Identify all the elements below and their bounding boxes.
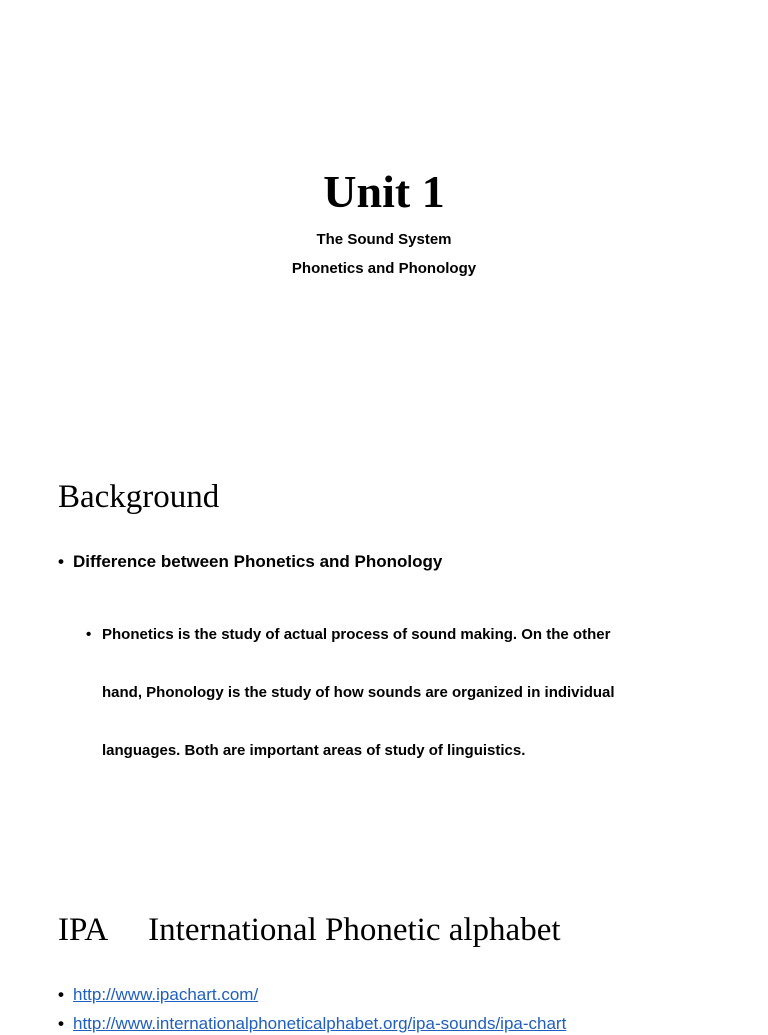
bullet-dot: • <box>58 1014 64 1033</box>
definition-line: languages. Both are important areas of study of linguistics. <box>102 742 526 759</box>
sub-bullet-definition <box>86 606 686 780</box>
bullet-dot: • <box>58 985 64 1004</box>
ipa-heading <box>58 910 561 950</box>
bullet-difference-text: Difference between Phonetics and Phonology <box>73 552 443 571</box>
bullet-dot: • <box>86 626 92 643</box>
bullet-dot: • <box>58 552 64 571</box>
link-item-ipa-sounds <box>58 1013 566 1035</box>
unit-title: Unit 1 <box>323 166 445 217</box>
subtitle-phonetics-phonology: Phonetics and Phonology <box>291 260 477 277</box>
ipa-abbreviation: IPA <box>58 912 109 948</box>
definition-line: hand, Phonology is the study of how sounds are organized in individual <box>102 684 615 701</box>
definition-line: Phonetics is the study of actual process of sound making. On the other <box>102 626 611 643</box>
definition-text <box>102 606 686 780</box>
ipachart-link[interactable]: http://www.ipachart.com/ <box>73 985 259 1004</box>
ipa-full-name: International Phonetic alphabet <box>148 912 561 948</box>
link-item-ipachart <box>58 984 258 1006</box>
subtitle-sound-system: The Sound System <box>316 231 452 248</box>
ipa-sounds-link[interactable]: http://www.internationalphoneticalphabet.org/ipa-sounds/ipa-chart <box>73 1014 567 1033</box>
bullet-difference <box>58 551 442 573</box>
background-heading: Background <box>58 479 220 515</box>
